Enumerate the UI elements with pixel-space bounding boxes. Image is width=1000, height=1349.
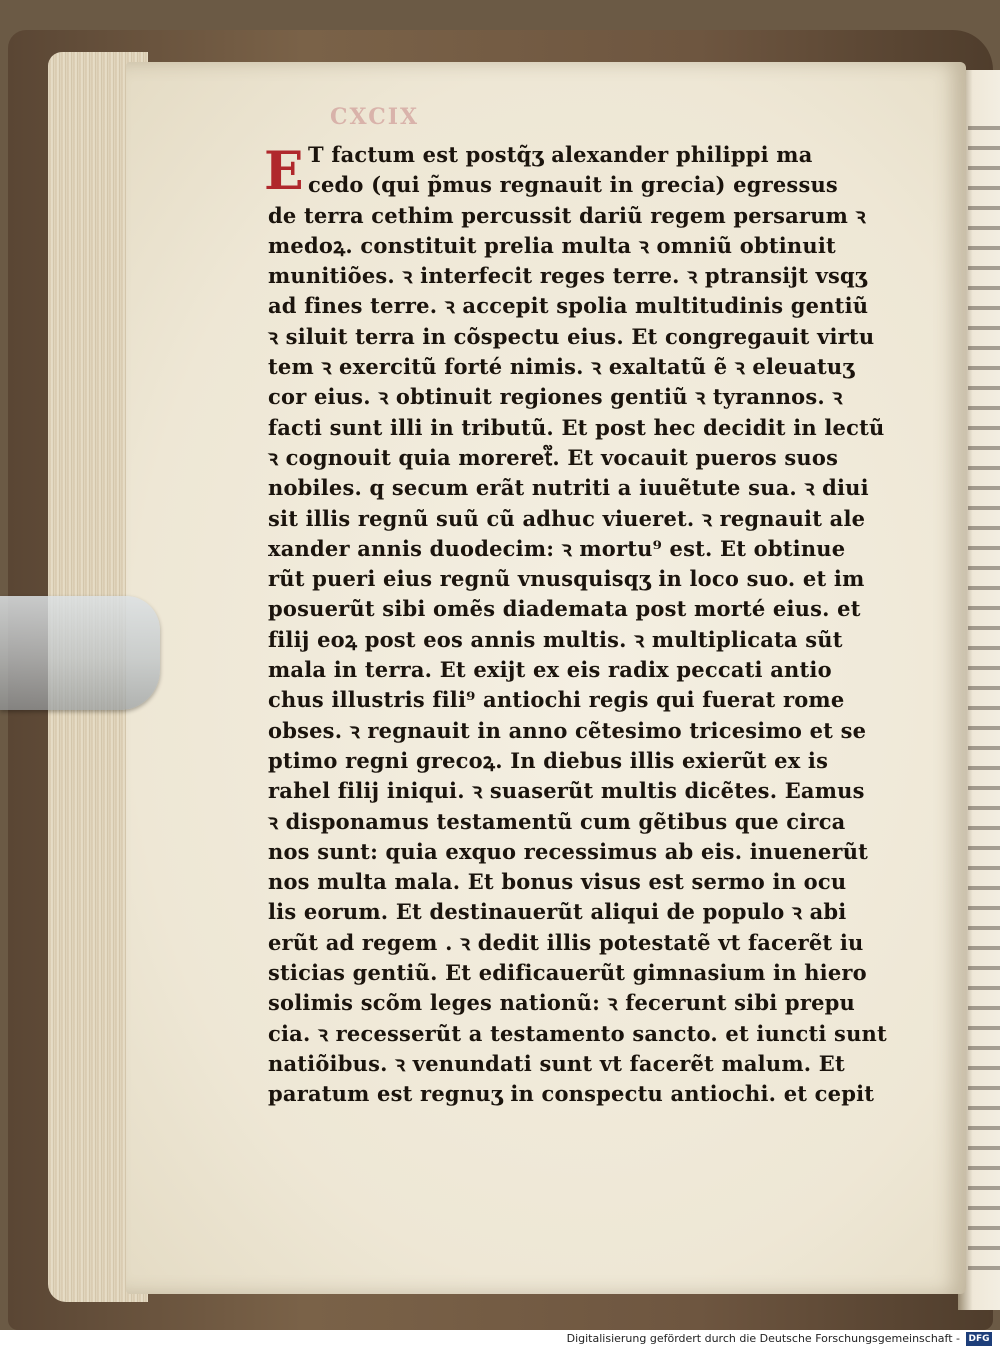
text-line: paratum est regnuʒ in conspectu antiochi. et cepit [268, 1081, 875, 1107]
text-line: mala in terra. Et exijt ex eis radix peccati antio [268, 657, 832, 683]
text-line: ꝛ cognouit quia moreret᷑. Et vocauit pueros suos [268, 444, 839, 470]
text-line: erũt ad regem . ꝛ dedit illis potestatẽ vt facerẽt iu [268, 929, 864, 955]
page-clip [0, 596, 160, 710]
text-line: chus illustris fili⁹ antiochi regis qui fuerat rome [268, 687, 845, 713]
text-line: cedo (qui p̃mus regnauit in grecia) egressus [308, 172, 838, 198]
text-line: natiõibus. ꝛ venundati sunt vt facerẽt malum. Et [268, 1050, 845, 1076]
text-line: de terra cethim percussit dariũ regem persarum ꝛ [268, 202, 866, 228]
dfg-logo: DFG [966, 1332, 992, 1346]
footer-bar [0, 1330, 1000, 1349]
text-line: sit illis regnũ suũ cũ adhuc viueret. ꝛ regnauit ale [268, 505, 866, 531]
footer-credit: Digitalisierung gefördert durch die Deutsche Forschungsgemeinschaft - [566, 1332, 960, 1345]
text-line: ꝛ disponamus testamentũ cum gẽtibus que circa [268, 808, 846, 834]
text-line: rahel filij iniqui. ꝛ suaserũt multis dicẽtes. Eamus [268, 778, 865, 804]
text-line: tem ꝛ exercitũ forté nimis. ꝛ exaltatũ ẽ ꝛ eleuatuʒ [268, 354, 855, 380]
text-line: cor eius. ꝛ obtinuit regiones gentiũ ꝛ tyrannos. ꝛ [268, 384, 843, 410]
text-line: ptimo regni grecoꝝ. In diebus illis exierũt ex is [268, 747, 829, 773]
text-line: nobiles. q secum erãt nutriti a iuuẽtute sua. ꝛ diui [268, 475, 869, 501]
text-line: medoꝝ. constituit prelia multa ꝛ omniũ obtinuit [268, 232, 836, 258]
text-line: T factum est postq̃ʒ alexander philippi ma [308, 142, 813, 167]
text-block [264, 140, 908, 1110]
text-line: filij eoꝝ post eos annis multis. ꝛ multiplicata sũt [268, 626, 843, 652]
text-line: cia. ꝛ recesserũt a testamento sancto. et iuncti sunt [268, 1020, 887, 1046]
facing-page-text-fragment [968, 110, 1000, 1280]
text-line: obses. ꝛ regnauit in anno cẽtesimo tricesimo et se [268, 717, 867, 743]
text-line: nos sunt: quia exquo recessimus ab eis. inuenerũt [268, 838, 869, 864]
text-line: facti sunt illi in tributũ. Et post hec decidit in lectũ [268, 414, 885, 440]
folio-number: CXCIX [330, 104, 420, 130]
text-line: munitiões. ꝛ interfecit reges terre. ꝛ ptransijt vsqʒ [268, 263, 868, 289]
text-line: posuerũt sibi omẽs diademata post morté eius. et [268, 596, 861, 622]
text-line: rũt pueri eius regnũ vnusquisqʒ in loco suo. et im [268, 566, 865, 592]
initial-letter: E [264, 141, 304, 202]
text-line: lis eorum. Et destinauerũt aliqui de populo ꝛ abi [268, 899, 847, 925]
text-line: nos multa mala. Et bonus visus est sermo in ocu [268, 869, 847, 895]
text-line: sticias gentiũ. Et edificauerũt gimnasium in hiero [268, 960, 867, 986]
text-line: ꝛ siluit terra in cõspectu eius. Et congregauit virtu [268, 323, 875, 349]
text-line: xander annis duodecim: ꝛ mortu⁹ est. Et obtinue [268, 535, 846, 561]
text-line: ad fines terre. ꝛ accepit spolia multitudinis gentiũ [268, 293, 869, 319]
text-line: solimis scõm leges nationũ: ꝛ fecerunt sibi prepu [268, 990, 855, 1016]
text-lines [268, 140, 908, 1110]
